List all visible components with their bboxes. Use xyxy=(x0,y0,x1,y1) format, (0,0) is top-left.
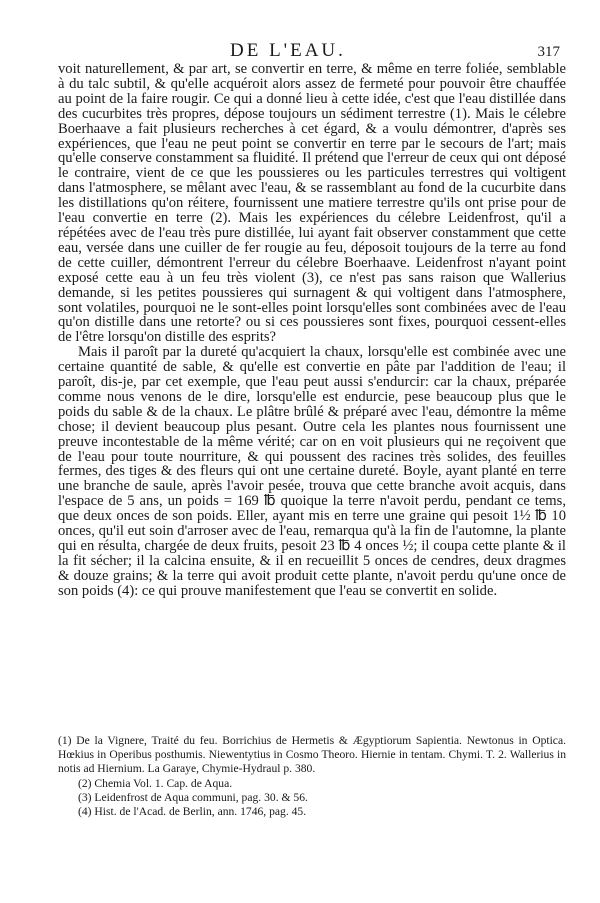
footnote-2: (2) Chemia Vol. 1. Cap. de Aqua. xyxy=(78,776,233,790)
paragraph-2: Mais il paroît par la dureté qu'acquiert la chaux, lorsqu'elle est combinée avec une certaine quantité de sable, & qu'elle est convertie en pâte par l'addition de l'eau; il paroît, dis-je, par cet exemple, que l'eau peut aussi s'endurcir: car la chaux, préparée comme nous venons de le dire, lorsqu'elle est endurcie, pese beaucoup plus que le poids du sable & de la chaux. Le plâtre brûlé & préparé avec l'eau, démontre la même chose; il devient beaucoup plus pesant. Outre cela les plantes nous fournissent une preuve incontestable de la même vérité; car on en voit plusieurs qui ne reçoivent que de l'eau pour toute nourriture, & qui poussent des racines très solides, des feuilles fermes, des tiges & des fleurs qui ont une certaine dureté. Boyle, ayant planté en terre une branche de saule, après l'avoir pesée, trouva que cette branche avoit acquis, dans l'espace de 5 ans, un poids = 169 ℔ quoique la terre n'avoit perdu, pendant ce tems, que deux onces de son poids. Eller, ayant mis en terre une graine qui pesoit 1½ ℔ 10 onces, qu'il eut soin d'arroser avec de l'eau, remarqua qu'à la fin de l'automne, la plante qui en résulta, chargée de deux fruits, pesoit 23 ℔ 4 onces ½; il coupa cette plante & il la fit sécher; il la calcina ensuite, & il en recueillit 5 onces de cendres, deux dragmes & douze grains; & la terre qui avoit produit cette plante, n'avoit perdu qu'une once de son poids (4): ce qui prouve manifestement que l'eau se convertit en solide. xyxy=(58,344,566,599)
page-number: 317 xyxy=(537,44,560,60)
footnote-3: (3) Leidenfrost de Aqua communi, pag. 30. & 56. xyxy=(78,790,308,804)
footnotes xyxy=(58,734,566,819)
footnote-1: (1) De la Vignere, Traité du feu. Borrichius de Hermetis & Ægyptiorum Sapientia. Newtonus in Optica. Hœkius in Operibus posthumis. Niewentytius in Cosmo Theoro. Hiernie in tentam. Chymi. T. 2. Wallerius in notis ad Hiernium. La Garaye, Chymie-Hydraul p. 380. xyxy=(58,734,566,776)
body-text xyxy=(58,62,566,599)
footnote-4: (4) Hist. de l'Acad. de Berlin, ann. 1746, pag. 45. xyxy=(78,805,307,819)
paragraph-1: voit naturellement, & par art, se convertir en terre, & même en terre foliée, semblable à du talc subtil, & qu'elle acquéroit alors assez de fermeté pour pouvoir être chauffée au point de la faire rougir. Ce qui a donné lieu à cette idée, c'est que l'eau distillée dans des cucurbites très propres, dépose toujours un sédiment terrestre (1). Mais le célebre Boerhaave a fait plusieurs recherches à cet égard, & a voulu démontrer, d'après ses expériences, que l'eau ne peut point se convertir en terre par le secours de l'art; mais qu'elle conserve constamment sa fluidité. Il prétend que l'erreur de ceux qui ont déposé le contraire, vient de ce que les poussieres ou les particules terrestres qui voltigent dans l'atmosphere, se mêlant avec l'eau, & se rassemblant au fond de la cucurbite dans les distillations qu'on réitere, fournissent une matiere terrestre qu'ils ont prise pour de l'eau convertie en terre (2). Mais les expériences du célebre Leidenfrost, qu'il a répétées avec de l'eau très pure distillée, lui ayant fait observer constamment que cette eau, versée dans une cuiller de fer rougie au feu, déposoit toujours de la terre au fond de cette cuiller, démontrent l'erreur du célebre Boerhaave. Leidenfrost n'ayant point exposé cette eau à un feu très violent (3), ce n'est pas sans raison que Wallerius demande, si les petites poussieres qui surnagent & qui voltigent dans l'atmosphere, sont volatiles, pourquoi ne le sont-elles point lorsqu'elles sont combinées avec de l'eau qu'on distille dans une retorte? ou si ces poussieres sont fixes, pourquoi cessent-elles de l'être lorsqu'on distille des esprits? xyxy=(58,61,566,346)
running-title: DE L'EAU. xyxy=(230,40,346,61)
